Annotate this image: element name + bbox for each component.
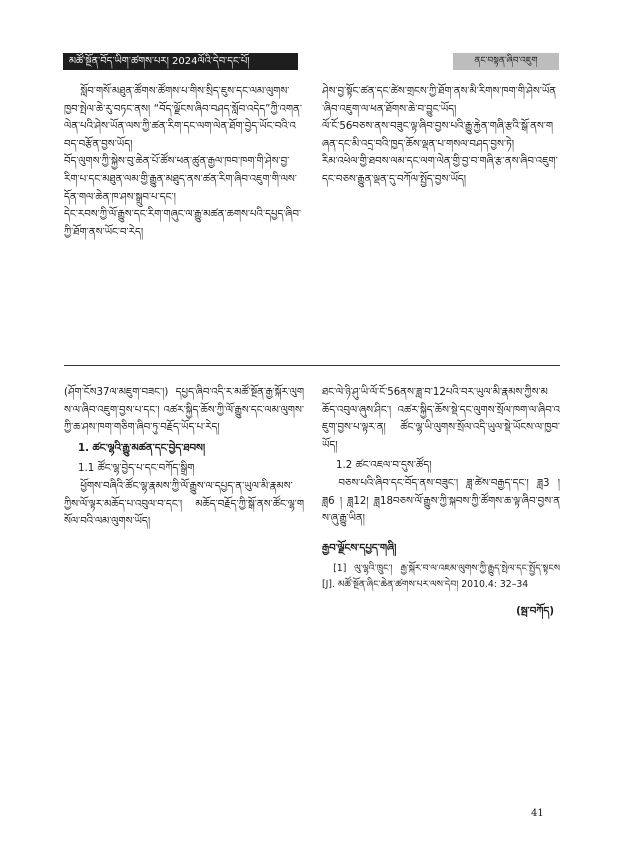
subsection-heading: 1.2 ཚང་འཇལ་བ་དུས་ཚོད། [336,460,432,472]
section-heading: 1. ཚང་ལྷའི་རྒྱུ་མཚན་དང་བྱེད་ཐབས། [78,442,206,454]
author-signoff: (སྦ་བཀོད) [516,606,554,618]
bottom-right-column [322,384,560,794]
reference-entry: [1] ལུ་ལྷའི་ཁྲུང་། རྒྱ་སྐོར་བ་ལ་འཇམ་ལུགས་ཀྱི་རྒྱུད་སྤེལ་དང་སྤྱོད་སྟངས [J]. མཚོ་སྔོན་ཞིང་ཆེན་ཚགས་པར་ལས་དེབ། 2010.4: 32–34 [322,563,560,591]
section-label: ནང་བསྟན་ཞིབ་འཇུག [453,53,559,70]
top-right-column [322,83,558,345]
intro-paragraph: (ཤོག་ངོས37ལ་མཇུག་བཟང་།) དཔྱད་ཞིབ་འདི་ར་མཚོ་སྔོན་རྒྱ་སྐོར་ལུགས་ལ་ཞིབ་འཇུག་བྱས་པ་དང་། འཚར་སྐྱིད་ཆོས་ཀྱི་ལོ་རྒྱུས་དང་ལམ་ལུགས་ཀྱི་ཆ་ཤས་ཁག་གཅིག་ཞིབ་ཏུ་བརྗོད་ཡོད་པ་རེད། [64,387,304,434]
references-heading: རྒྱབ་ལྗོངས་དཔྱད་གཞི། [322,542,397,554]
paragraph: ཐང་ལེ་ཉི་ཤུ་ཡི་ལོ་ངོ་56ནས་ཟླ་བ་12པའི་བར་ཡུལ་མི་རྣམས་ཀྱིས་མཆོད་འབུལ་ཞུས་ཤིང་། འཚར་སྐྱིད་ཆོས་སྡེ་དང་ལུགས་སྲོལ་ཁག་ལ་ཞིབ་འཇུག་བྱས་པ་ལྟར་ན། ཚོང་ལྷ་ཡི་ལུགས་སྲོལ་འདི་ཡུལ་སྡེ་ཡོངས་ལ་ཁྱབ་ཡོད། [322,387,560,451]
top-left-column [64,83,302,345]
paragraph: བཅས་པའི་ཞིབ་དང་བོད་ནས་བཟུང་། ཟླ་ཚེས་བརྒྱད་དང་། ཟླ3 ། ཟླ6 ། ཟླ12། ཟླ18བཅས་ལོ་རྒྱུས་ཀྱི་སྐབས་ཀྱི་ཚོགས་ཆ་ལྟ་ཞིབ་བྱས་ནས་ཞུ་རྒྱུ་ཡིན། [322,477,560,525]
section-divider [64,365,560,366]
paragraph: རིམ་འཕེལ་གྱི་ཐབས་ལམ་དང་ལག་ལེན་གྱི་བྱ་བ་གཞི་རྩ་ནས་ཞིབ་འཇུག་དང་བཅས་རྒྱུན་ལྡན་དུ་བཀོལ་སྤྱོད་བྱས་ཡོད། [322,156,558,185]
paragraph: ཤེས་བྱ་སྟོང་ཚན་དང་ཚེས་གྲངས་ཀྱི་ཐོག་ནས་མི་རིགས་ཁག་གི་ཤེས་ཡོན་ཞིབ་འཇུག་ལ་ཕན་ཐོགས་ཆེ་བ་བྱུང་ཡོད། [322,86,557,115]
paragraph: སློབ་གསོ་མཐུན་ཚོགས་ཚོགས་པ་གིས་སྲིད་ཇུས་དང་ལམ་ལུགས་ཁྱབ་སྤེལ་ཆེ་རུ་བཏང་ནས། “བོད་ལྗོངས་ཞིབ་བཤད་སློབ་འདེད”ཀྱི་འགན་ལེན་པའི་ཤེས་ཡོན་ལས་ཀྱི་ཚན་རིག་དང་ལག་ལེན་ཐོག་བྱེད་ཡོང་བའི་འབད་བརྩོན་བྱས་ཡོད། [64,86,302,150]
paragraph: ལོ་ངོ་56བཅས་ནས་བཟུང་ལྟ་ཞིབ་བྱས་པའི་རྒྱུ་རྐྱེན་གཞི་རྩའི་སྒོ་ནས་གཞན་དང་མི་འདྲ་བའི་ཁྱད་ཆོས་ལྡན་པ་གསལ་བཤད་བྱས་ཏེ། [322,121,554,150]
paragraph: དེང་རབས་ཀྱི་ལོ་རྒྱུས་དང་རིག་གཞུང་ལ་རྒྱུ་མཚན་ཆགས་པའི་དཔྱད་ཞིབ་ཀྱི་ཐོག་ནས་ཡོང་བ་རེད། [64,209,302,238]
page-number: 41 [531,808,544,819]
paragraph: ཕྱོགས་བཞིའི་ཚོང་ལྷ་རྣམས་ཀྱི་ལོ་རྒྱུས་ལ་དཔྱད་ན་ཡུལ་མི་རྣམས་ཀྱིས་ལོ་ལྟར་མཆོད་པ་འབུལ་བ་དང་། མཆོད་བརྗོད་ཀྱི་སྒོ་ནས་ཚོང་ལྷ་གསོལ་བའི་ལམ་ལུགས་ཡོད། [64,480,304,528]
paragraph: བོད་ལུགས་ཀྱི་སྐྱེས་བུ་ཆེན་པོ་ཚོས་ཕན་ཚུན་རྒྱལ་ཁབ་ཁག་གི་ཤེས་བྱ་རིག་པ་དང་མཐུན་ལམ་གྱི་རྒྱུན་མཐུད་ནས་ཚན་རིག་ཞིབ་འཇུག་གི་ལས་དོན་གལ་ཆེན་ཁ་ཤས་སྒྲུབ་པ་དང་། [64,156,297,203]
subsection-heading: 1.1 ཚོང་ལྷ་བྱེད་པ་དང་བཀོད་སྒྲིག [78,463,195,475]
bottom-left-column [64,384,304,776]
journal-header: མཚོ་སྔོན་བོད་ཡིག་ཚགས་པར། 2024ལོའི་དེབ་དང་པོ། [63,53,298,70]
